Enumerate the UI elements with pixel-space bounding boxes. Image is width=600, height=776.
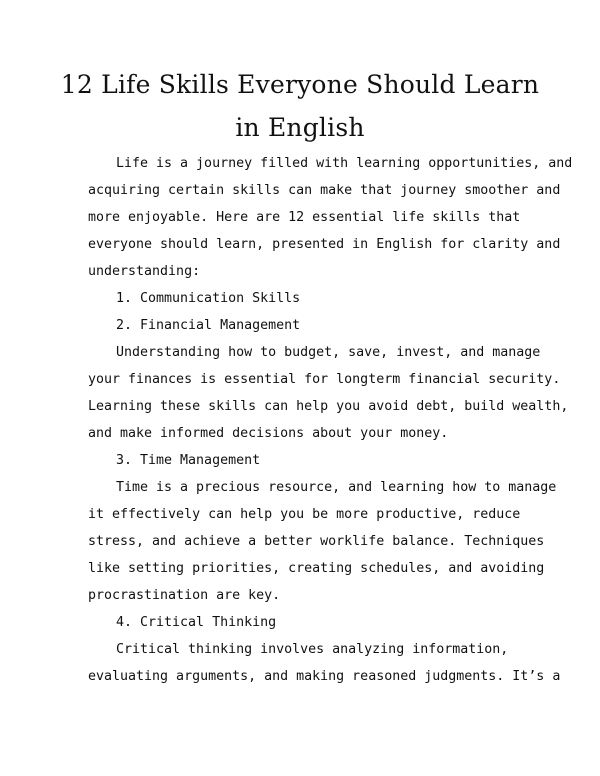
section-heading: 4. Critical Thinking	[116, 615, 277, 630]
document-body	[88, 150, 573, 690]
paragraph-line: evaluating arguments, and making reasoned judgments. It’s a	[88, 669, 561, 684]
paragraph-line: like setting priorities, creating schedules, and avoiding	[88, 561, 545, 576]
paragraph-line: Learning these skills can help you avoid debt, build wealth,	[88, 399, 569, 414]
section-heading: 2. Financial Management	[116, 318, 301, 333]
section-time-management	[88, 447, 557, 609]
paragraph-line: it effectively can help you be more productive, reduce	[88, 507, 521, 522]
paragraph-line: Life is a journey filled with learning opportunities, and	[116, 156, 573, 171]
paragraph-line: everyone should learn, presented in English for clarity and	[88, 237, 561, 252]
paragraph-line: understanding:	[88, 264, 201, 279]
intro-paragraph	[88, 150, 573, 285]
document-title-line-1: 12 Life Skills Everyone Should Learn	[60, 70, 540, 99]
paragraph-line: more enjoyable. Here are 12 essential life skills that	[88, 210, 521, 225]
section-heading: 3. Time Management	[116, 453, 261, 468]
paragraph-line: acquiring certain skills can make that journey smoother and	[88, 183, 561, 198]
paragraph-line: procrastination are key.	[88, 588, 281, 603]
paragraph-line: Time is a precious resource, and learning how to manage	[116, 480, 557, 495]
section-communication-skills	[88, 285, 518, 312]
paragraph-line: and make informed decisions about your money.	[88, 426, 449, 441]
paragraph-line: Understanding how to budget, save, invest, and manage	[116, 345, 541, 360]
document-title-line-2: in English	[235, 113, 365, 142]
section-financial-management	[88, 312, 569, 447]
section-heading: 1. Communication Skills	[116, 291, 301, 306]
paragraph-line: Critical thinking involves analyzing information,	[116, 642, 509, 657]
paragraph-line: stress, and achieve a better worklife balance. Techniques	[88, 534, 545, 549]
paragraph-line: your finances is essential for longterm financial security.	[88, 372, 561, 387]
section-critical-thinking	[88, 609, 561, 690]
